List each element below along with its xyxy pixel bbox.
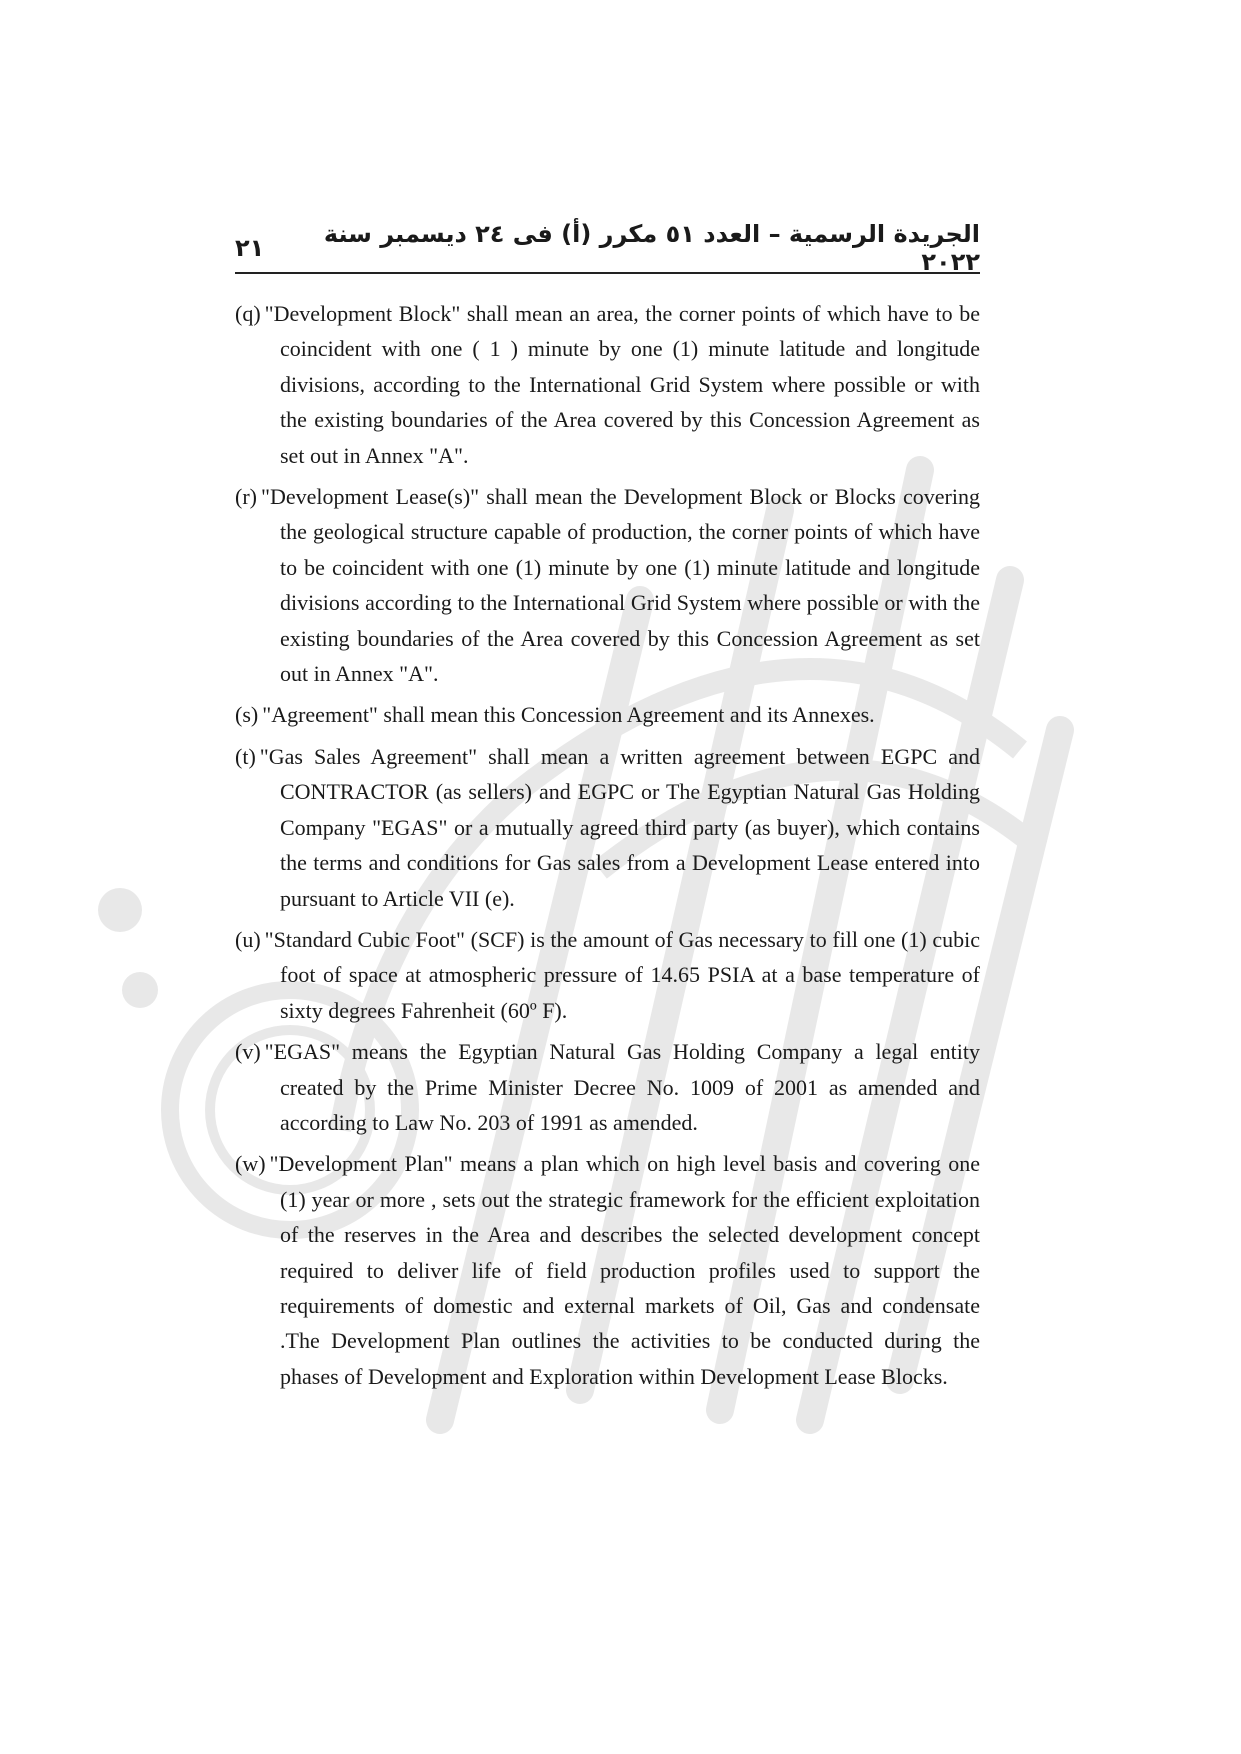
definition-item <box>235 1146 980 1394</box>
definition-label: (q) <box>235 301 261 326</box>
definition-label: (w) <box>235 1151 266 1177</box>
definition-item <box>235 1034 980 1140</box>
definition-text: "Development Lease(s)" shall mean the Development Block or Blocks covering the geological structure capable of production, the corner points of which have to be coincident with one (1) minute by one (1) minute latitude and longitude divisions according to the International Grid System where possible or with the existing boundaries of the Area covered by this Concession Agreement as set out in Annex "A". <box>260 484 980 687</box>
definition-text: "Development Plan" means a plan which on high level basis and covering one (1) year or more , sets out the strategic framework for the efficient exploitation of the reserves in the Area and describes the selected development concept required to deliver life of field production profiles used to support the requirements of domestic and external markets of Oil, Gas and condensate .The Development Plan outlines the activities to be conducted during the phases of Development and Exploration within Development Lease Blocks. <box>269 1151 980 1389</box>
definition-text: "Standard Cubic Foot" (SCF) is the amount of Gas necessary to fill one (1) cubic foot of space at atmospheric pressure of 14.65 PSIA at a base temperature of sixty degrees Fahrenheit (60º F). <box>264 926 980 1023</box>
definitions-list <box>235 296 980 1400</box>
definition-label: (r) <box>235 484 257 510</box>
definition-text: "EGAS" means the Egyptian Natural Gas Holding Company a legal entity created by the Prime Minister Decree No. 1009 of 2001 as amended and according to Law No. 203 of 1991 as amended. <box>264 1039 980 1135</box>
running-title: الجريدة الرسمية – العدد ٥١ مكرر (أ) فى ٢٤ ديسمبر سنة ٢٠٢٢ <box>323 220 980 276</box>
page-number: ٢١ <box>235 234 265 262</box>
definition-text: "Gas Sales Agreement" shall mean a written agreement between EGPC and CONTRACTOR (as sellers) and EGPC or The Egyptian Natural Gas Holding Company "EGAS" or a mutually agreed third party (as buyer), which contains the terms and conditions for Gas sales from a Development Lease entered into pursuant to Article VII (e). <box>259 743 980 911</box>
definition-label: (v) <box>235 1039 261 1065</box>
definition-item <box>235 479 980 691</box>
header-rule <box>235 272 980 274</box>
definition-item <box>235 739 980 916</box>
definition-item <box>235 296 980 473</box>
page-header <box>235 220 980 276</box>
definition-item <box>235 922 980 1028</box>
definition-item <box>235 697 980 732</box>
definition-label: (t) <box>235 743 256 769</box>
definition-label: (s) <box>235 702 259 728</box>
definition-text: "Agreement" shall mean this Concession Agreement and its Annexes. <box>262 702 875 728</box>
definition-text: "Development Block" shall mean an area, the corner points of which have to be coincident with one ( 1 ) minute by one (1) minute latitude and longitude divisions, according to the International Grid System where possible or with the existing boundaries of the Area covered by this Concession Agreement as set out in Annex "A". <box>264 301 980 468</box>
definition-label: (u) <box>235 926 261 952</box>
